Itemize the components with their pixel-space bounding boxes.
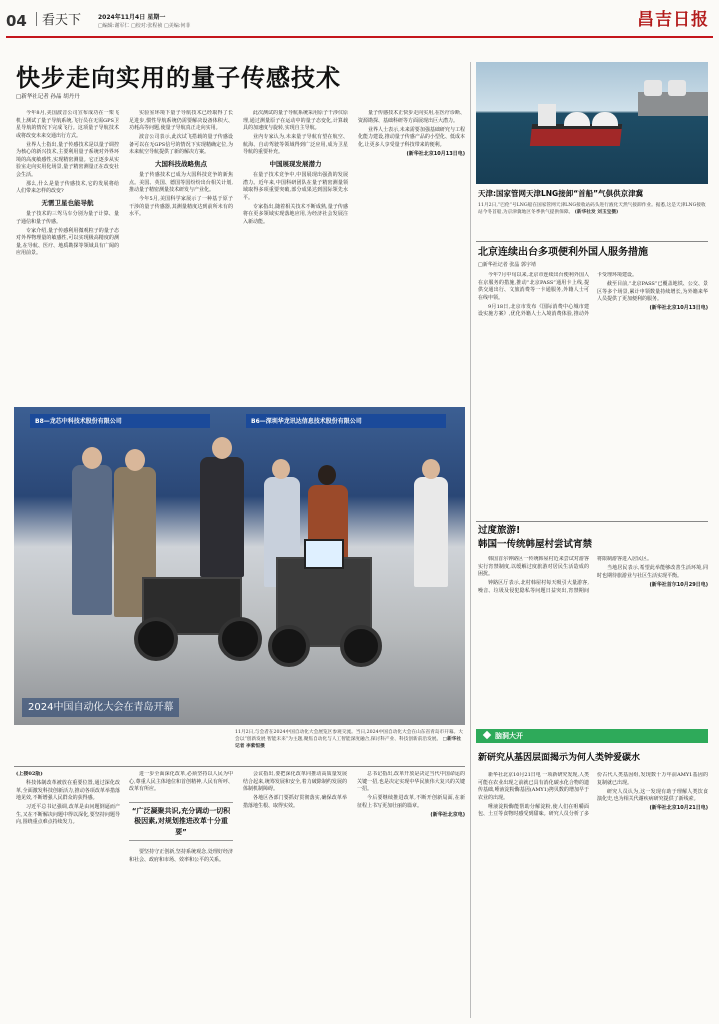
paragraph: 截至目前,“北京PASS”已覆盖地铁、公交、景区等多个场景,累计申领数量持续增长,为外籍来华人员提供了更加便利的服务。 — [597, 281, 708, 302]
paragraph: 今年8月,美国波音公司宣布成功在一架飞机上测试了量子导航系统,飞行员在无需GPS卫星导航的情况下完成飞行。这项量子导航技术或将改变未来交通出行方式。 — [16, 110, 119, 139]
paragraph: 新华社北京10月21日电 一项新研究发现,人类可能在农业出现之前就已具有消化碳水化合物的遗传基础,唾液淀粉酶基因(AMY1)拷贝数的增加早于农业的出现。 — [478, 772, 589, 801]
robot-wheel — [218, 617, 262, 661]
paragraph: 韩国首尔钟路区一传统韩屋村近来尝试对游客实行宵禁制度,以缓解过度旅游对居民生活造成的困扰。 — [478, 556, 589, 577]
diamond-icon — [483, 731, 491, 739]
ship-caption-text: 11月2日,“巴伦”号LNG船在国家管网天津LNG接收站码头进行液化天然气接卸作业。据悉,这是天津LNG接收站今冬首船,为京津冀地区冬季供气提供保障。 — [478, 203, 706, 216]
visitor-head — [272, 459, 290, 479]
paragraph: 9月18日,北京市发布《国际消费中心城市建设实施方案》,优化外籍人士入境消费体验,推动外卡受理环境建设。 — [478, 272, 638, 317]
paragraph: 量子传感技术已成为大国科技竞争的新焦点。美国、英国、德国等国纷纷出台相关计划,推动量子精密测量技术研发与产业化。 — [129, 172, 233, 194]
paragraph: 量子传感技术正快步走向实用,在医疗诊断、资源勘探、基础科研等方面展现出巨大潜力。 — [358, 110, 465, 124]
photo-banner-right: B6—深圳华龙讯达信息技术股份有限公司 — [246, 414, 446, 428]
article1-column-2 — [129, 110, 233, 404]
paragraph: 在量子技术竞争中,中国展现出强劲的发展潜力。近年来,中国科研团队在量子精密测量领域取得多项重要突破,部分成果达到国际领先水平。 — [243, 172, 348, 201]
robot-wheel — [134, 617, 178, 661]
paragraph: 此次测试的量子导航系统采用原子干涉仪原理,通过测量原子在运动中的量子态变化,计算载具的加速度与旋转,实现自主导航。 — [243, 110, 348, 131]
masthead-divider — [36, 12, 37, 26]
paragraph: 今后要继续推进改革,不断开创新局面,在新征程上书写更加壮丽的篇章。 — [357, 795, 465, 809]
beijing-byline: □新华社记者 张晶 郭宇靖 — [478, 262, 536, 268]
visitor-head — [212, 437, 232, 459]
section-divider — [14, 766, 465, 767]
editors-line: □编辑:谢军仁 □校对:张程祯 □美编:何菲 — [98, 23, 191, 29]
storage-tank — [644, 80, 662, 96]
photo-caption: 2024中国自动化大会在青岛开幕 — [22, 698, 179, 717]
paragraph: 习近平总书记强调,改革是由问题倒逼而产生,又在不断解决问题中得以深化,要坚持问题导向,围绕重点难点持续发力。 — [16, 804, 120, 825]
dateline: (新华社北京10月13日电) — [649, 305, 708, 311]
paragraph: 量子技术的三驾马车分别为量子计算、量子通信和量子传感。 — [16, 211, 119, 225]
bottom-column-1 — [16, 771, 120, 1019]
visitor-figure — [414, 477, 448, 587]
robot-screen — [304, 539, 344, 569]
photo-description-text: 11月2日,与会者在2024中国自动化大会展览区参观交流。当日,2024中国自动化大会在山东省青岛市开幕。大会以“创新发展 智能未来”为主题,聚焦自动化与人工智能深度融合,探讨科产业、科技创新前沿发展。 — [235, 730, 463, 743]
paragraph: 进一步全面深化改革,必须坚持以人民为中心,尊重人民主体地位和首创精神,人民有所呼、改革有所应。 — [129, 771, 233, 792]
paragraph: 会议指出,要把深化改革同推动高质量发展结合起来,统筹发展和安全,着力破除制约发展的体制机制障碍。 — [243, 771, 347, 792]
section-banner — [476, 729, 708, 743]
bottom-column-2 — [129, 771, 233, 1019]
ship-caption — [478, 202, 708, 238]
ship-hull — [530, 124, 622, 146]
article1-column-4 — [358, 110, 465, 404]
visitor-head — [422, 459, 440, 479]
beijing-body — [478, 272, 708, 518]
paragraph: 总书记指出,改革开放是决定当代中国命运的关键一招,也是决定实现中华民族伟大复兴的关键一招。 — [357, 771, 465, 792]
paragraph: 科技体制改革被放在重要位置,通过深化改革,全面激发科技创新活力,推动各项改革举措落地见效,不断增强人民群众的获得感。 — [16, 780, 120, 801]
continued-label: (上接02版) — [16, 771, 43, 777]
page-number: 04 — [6, 12, 27, 30]
storage-tank — [668, 80, 686, 96]
photo-banner-left: B8—龙芯中科技术股份有限公司 — [30, 414, 210, 428]
ship-headline: 天津:国家管网天津LNG接卸“首船”气俱供京津冀 — [478, 189, 644, 198]
paragraph: 各地区各部门要抓好贯彻落实,确保改革举措落地生根、取得实效。 — [243, 795, 347, 809]
dateline: (新华社北京10月13日电) — [406, 150, 465, 157]
section-divider — [476, 241, 708, 242]
robot-wheel — [340, 625, 382, 667]
expo-photo — [14, 407, 465, 725]
article1-column-3 — [243, 110, 348, 404]
ship-tank — [564, 112, 590, 126]
ship-bridge — [538, 104, 556, 126]
dateline: (新华社北京电) — [430, 811, 465, 818]
paragraph: 那么,什么是量子传感技术,它的发展将给人们带来怎样的改变? — [16, 180, 119, 194]
photo-credit: □新华社记者 李紫恒摄 — [235, 737, 462, 750]
main-byline: □新华社记者 孙晶 胡丹丹 — [16, 94, 80, 100]
bottom-column-4 — [357, 771, 465, 1019]
section-name: 看天下 — [42, 13, 82, 28]
visitor-head — [318, 465, 336, 485]
korea-headline: 韩国一传统韩屋村尝试宵禁 — [478, 539, 593, 550]
visitor-figure — [200, 457, 244, 577]
paragraph: 专家介绍,量子传感利用微观粒子的量子态对外界物理量的敏感性,可以实现极高精度的测量,在导航、医疗、地质勘探等领域具有广阔的应用前景。 — [16, 227, 119, 257]
dateline: (新华社首尔10月29日电) — [649, 581, 708, 588]
paragraph: 业界人士指出,量子传感技术是以量子调控为核心的新兴技术,主要利用量子系统对外界环境的高度敏感性,实现精密测量。它正逐步从实验室走向实用化场景,量子精密测量正在改变社会生活。 — [16, 141, 119, 178]
bottom-column-3 — [243, 771, 347, 1019]
subheading: 无需卫星也能导航 — [41, 198, 94, 207]
section-divider — [476, 521, 708, 522]
subheading: 大国科技战略焦点 — [155, 159, 207, 168]
masthead — [6, 6, 713, 38]
column-divider — [470, 62, 471, 1018]
photo-description — [235, 729, 465, 771]
paragraph: 当地居民表示,希望此举能够改善生活环境,同时也期待旅游业与社区生活实现平衡。 — [597, 565, 708, 579]
ship-credit: (新华社发 刘玉宝摄) — [574, 210, 619, 216]
paragraph: 实验室环境下量子导航技术已经取得了长足进步,惯性导航系统仍需要解决设备体积大、功耗高等问题,使量子导航真正走向实用。 — [129, 110, 233, 131]
lng-ship-photo — [476, 62, 708, 184]
paragraph: 今年7月中旬以来,北京市连续出台便利外国人在京服务的措施,推动“北京PASS”通用卡上线,提供交通出行、文旅消费等一卡通服务,外籍人士可在线申领。 — [478, 272, 589, 301]
visitor-head — [125, 449, 145, 471]
beijing-headline: 北京连续出台多项便利外国人服务措施 — [478, 247, 648, 258]
main-headline: 快步走向实用的量子传感技术 — [16, 64, 341, 92]
amyi-headline: 新研究从基因层面揭示为何人类钟爱碳水 — [478, 753, 641, 763]
dateline: (新华社北京10月21日电) — [649, 805, 708, 811]
article1-column-1 — [16, 110, 119, 404]
paragraph: 波音公司表示,此次试飞搭载的量子传感设备可以在无GPS信号的情况下实现精确定位,为未来航空导航提供了新的解决方案。 — [129, 134, 233, 155]
pull-quote: “广泛凝聚共识,充分调动一切积极因素,对规划推进改革十分重要” — [129, 802, 233, 842]
paragraph: 要坚持守正创新,坚持系统观念,处理好经济和社会、政府和市场、效率和公平的关系。 — [129, 849, 233, 863]
amyi-body — [478, 772, 708, 1018]
subheading: 中国展现发展潜力 — [269, 159, 322, 168]
paragraph: 业界人士表示,未来需要加强基础研究与工程化能力建设,推动量子传感产品的小型化、低成本化,让更多人享受量子科技带来的便利。 — [358, 126, 465, 148]
ship-tank — [592, 112, 618, 126]
robot-wheel — [268, 625, 310, 667]
korea-headline-kicker: 过度旅游! — [478, 525, 521, 536]
paragraph: 唾液淀粉酶能帮助分解淀粉,使人们在咀嚼面包、土豆等食物时感受到甜味。研究人员分析了多份古代人类基因组,发现数十万年前AMY1基因的复制就已出现。 — [478, 772, 708, 817]
section-banner-title: 脑洞大开 — [495, 732, 523, 740]
masthead-rule — [6, 36, 713, 38]
visitor-figure — [72, 465, 112, 615]
paragraph: 研究人员认为,这一发现有助于理解人类饮食演化史,也为相关代谢疾病研究提供了新线索。 — [597, 788, 708, 802]
korea-body — [478, 556, 708, 724]
newspaper-logo: 昌吉日报 — [637, 10, 709, 30]
paragraph: 业内专家认为,未来量子导航有望在航空、航海、自动驾驶等领域得到广泛应用,成为卫星导航的重要补充。 — [243, 134, 348, 155]
visitor-head — [82, 447, 102, 469]
issue-date: 2024年11月4日 星期一 — [98, 14, 166, 21]
paragraph: 钟路区厅表示,北村韩屋村每天吸引大量游客,噪音、垃圾及侵犯隐私等问题日益突出,宵禁期间将限制游客进入居民区。 — [478, 556, 653, 594]
paragraph: 专家指出,随着相关技术不断成熟,量子传感将在更多领域实现落地应用,为经济社会发展注入新动能。 — [243, 203, 348, 225]
paragraph: 今年5月,美国科学家展示了一种基于原子干涉的量子传感器,其测量精度达到前所未有的水平。 — [129, 196, 233, 218]
